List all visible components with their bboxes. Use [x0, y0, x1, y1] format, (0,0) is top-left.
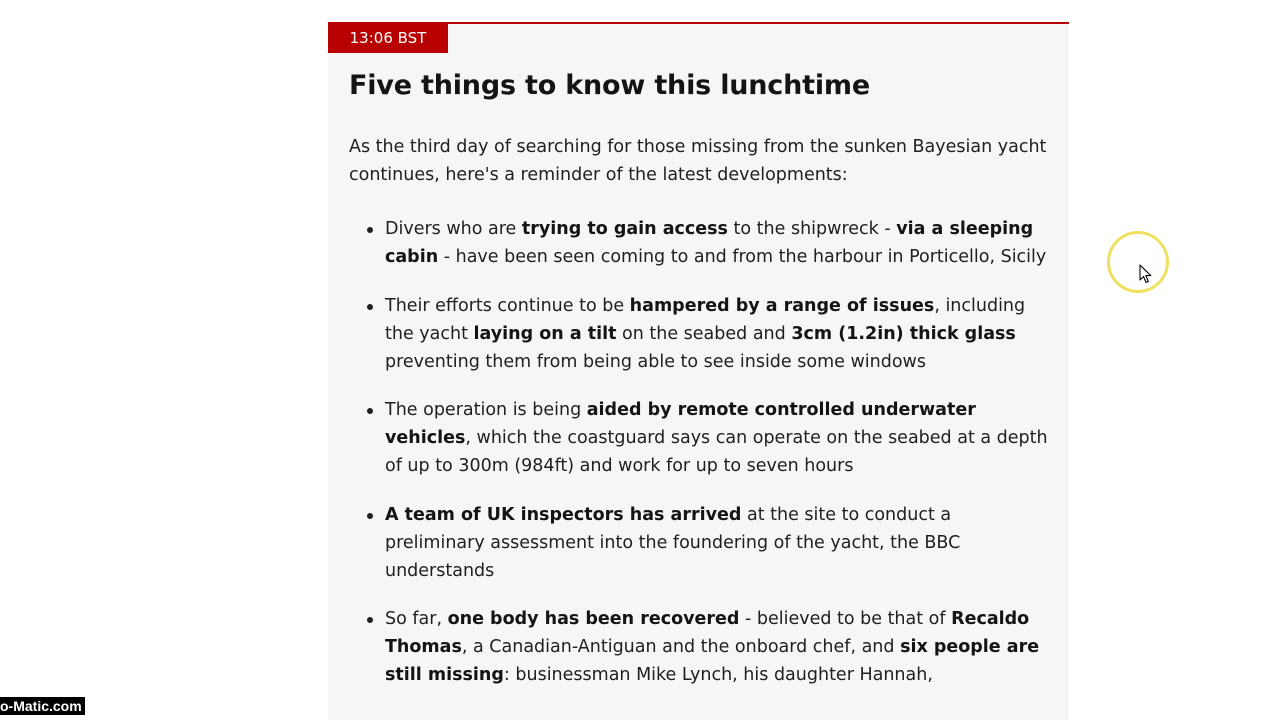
bullet-dot — [367, 513, 373, 519]
post-intro: As the third day of searching for those missing from the sunken Bayesian yacht continues, here's a reminder of the latest developments: — [349, 137, 1047, 185]
bullet-item-recovered — [349, 605, 1049, 689]
post-headline: Five things to know this lunchtime — [349, 70, 870, 101]
bullet-dot — [367, 408, 373, 414]
live-post-card — [328, 22, 1069, 720]
cursor-highlight-ring — [1107, 231, 1169, 293]
bullet-text: Divers who are trying to gain access to the shipwreck - via a sleeping cabin - have been seen coming to and from the harbour in Porticello, Sicily — [385, 219, 1047, 267]
bullet-text: Their efforts continue to be hampered by a range of issues, including the yacht laying on a tilt on the seabed and 3cm (1.2in) thick glass preventing them from being able to see inside some windows — [385, 295, 1026, 372]
bullet-item-inspectors — [349, 501, 1049, 585]
bullet-dot — [367, 227, 373, 233]
bullet-text: The operation is being aided by remote controlled underwater vehicles, which the coastguard says can operate on the seabed at a depth of up to 300m (984ft) and work for up to seven hours — [385, 400, 1048, 476]
arrow-cursor-icon — [1139, 264, 1153, 284]
bullet-dot — [367, 617, 373, 623]
bullet-item-divers — [349, 215, 1049, 271]
bullet-item-efforts — [349, 292, 1049, 376]
bullet-dot — [367, 304, 373, 310]
recorder-watermark: o-Matic.com — [0, 697, 85, 715]
bullet-list — [349, 215, 1049, 710]
bullet-text: So far, one body has been recovered - believed to be that of Recaldo Thomas, a Canadian-Antiguan and the onboard chef, and six people are still missing: businessman Mike Lynch, his daughter Hannah, — [385, 609, 1040, 685]
bullet-text: A team of UK inspectors has arrived at the site to conduct a preliminary assessment into the foundering of the yacht, the BBC understands — [385, 504, 961, 581]
post-timestamp-badge: 13:06 BST — [328, 24, 448, 53]
bullet-item-operation — [349, 396, 1049, 480]
